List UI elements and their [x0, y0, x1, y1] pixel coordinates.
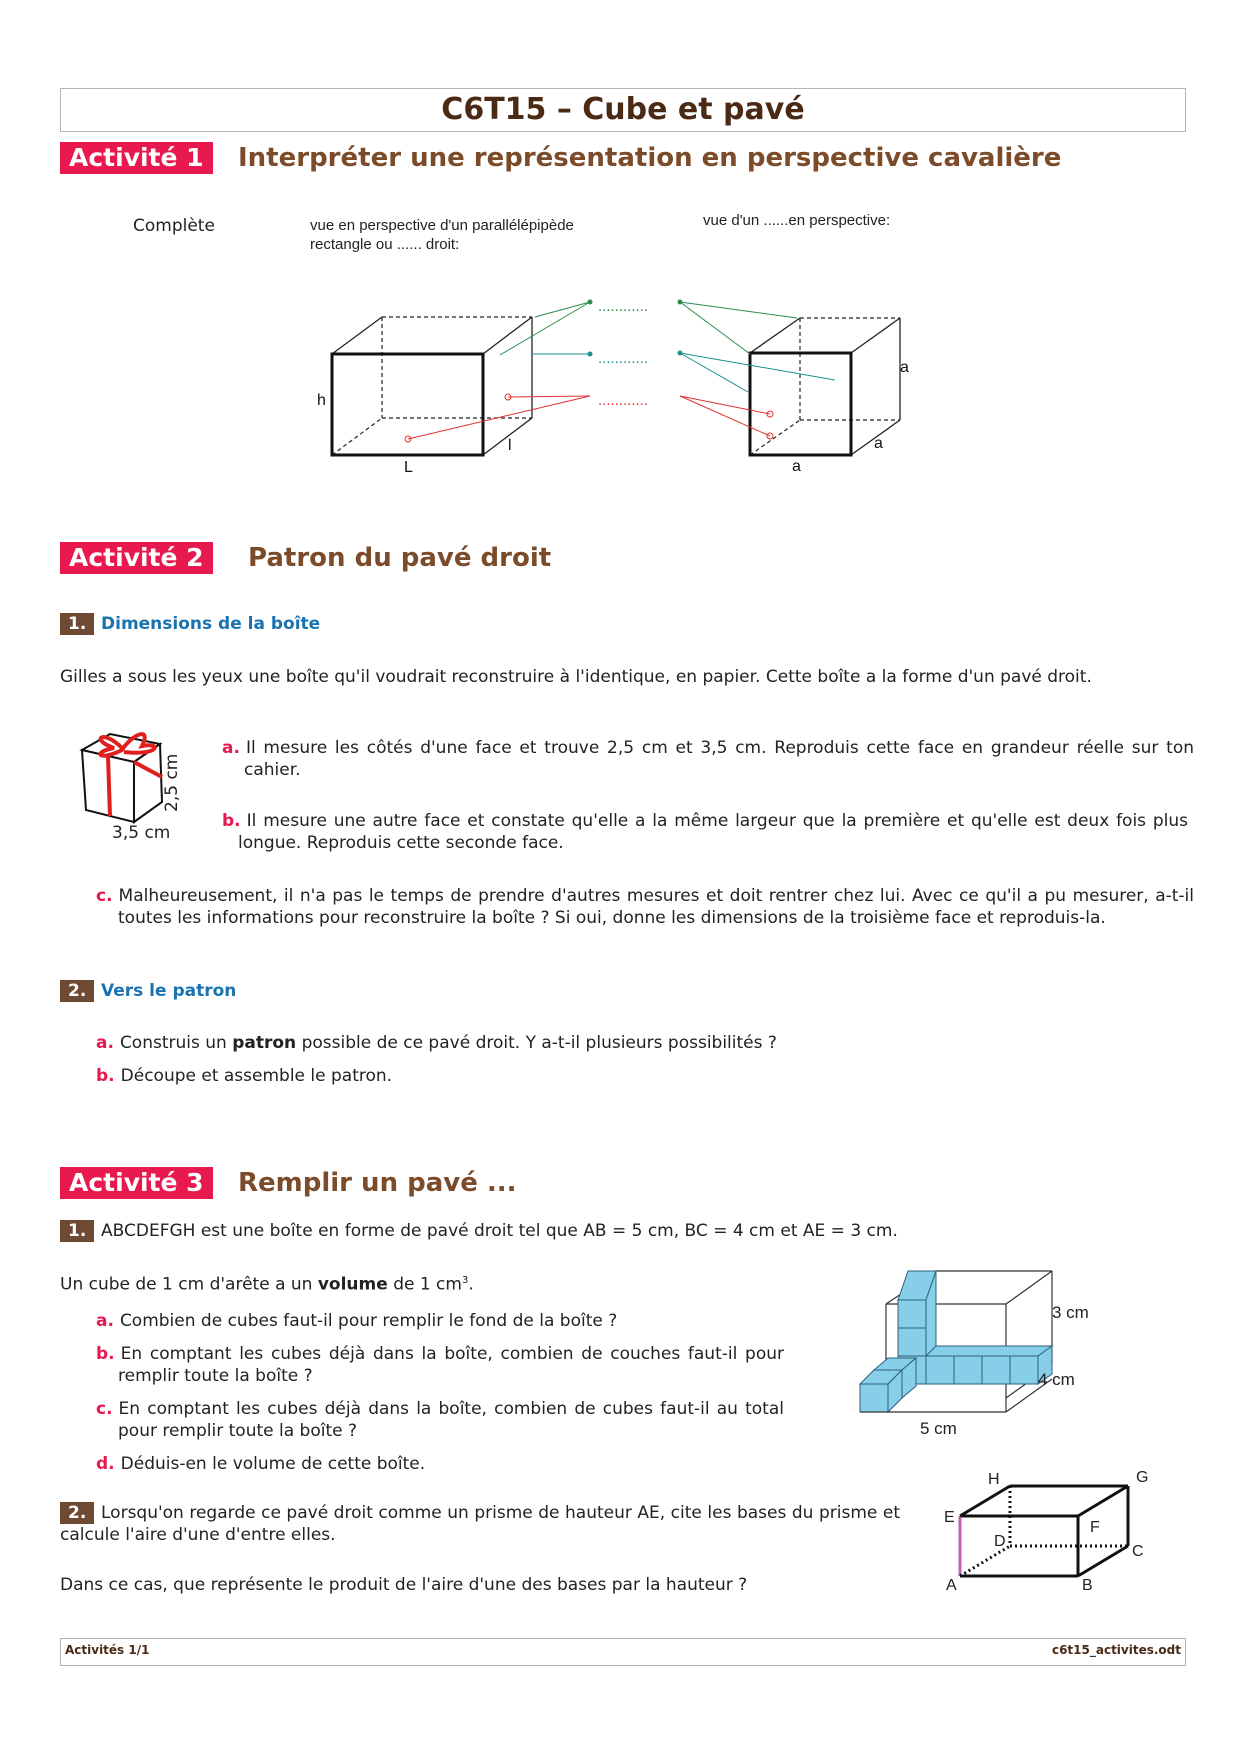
- a3-qd-text: Déduis-en le volume de cette boîte.: [120, 1454, 426, 1474]
- activite2-title: Patron du pavé droit: [248, 543, 552, 573]
- blank-red: ............: [598, 392, 649, 409]
- vertex-B: B: [1082, 1577, 1093, 1594]
- cube-volume-line: [60, 1270, 474, 1296]
- vertex-A: A: [946, 1577, 957, 1594]
- vertex-H: H: [988, 1471, 1000, 1488]
- cube-sup: 3: [461, 1275, 469, 1286]
- activite2-part2-title: Vers le patron: [101, 981, 237, 1001]
- activite2-part1-num: 1.: [60, 613, 94, 635]
- cube-end: .: [468, 1274, 474, 1295]
- activite3-title: Remplir un pavé ...: [238, 1168, 517, 1198]
- activite3-part2-statement: Lorsqu'on regarde ce pavé droit comme un prisme de hauteur AE, cite les bases du prisme et calcule l'aire d'une d'entre elles.: [60, 1503, 900, 1545]
- vertex-G: G: [1136, 1470, 1149, 1486]
- cuboid-drawing: [332, 317, 532, 455]
- a3-qb-label: b.: [96, 1344, 115, 1364]
- activite2-part2-qb: [96, 1065, 392, 1087]
- activite2-part1-title: Dimensions de la boîte: [101, 614, 321, 634]
- p2-qa-post: possible de ce pavé droit. Y a-t-il plusieurs possibilités ?: [301, 1033, 777, 1053]
- qc-label: c.: [96, 886, 113, 906]
- label-a-depth: a: [874, 435, 883, 452]
- vertex-D: D: [994, 1533, 1006, 1550]
- activite3-tag: Activité 3: [60, 1167, 213, 1199]
- complete-label: Complète: [133, 216, 215, 236]
- cuboid-abcdefgh-figure: [940, 1470, 1170, 1600]
- p2-qa-bold: patron: [232, 1033, 297, 1053]
- activite2-qa: [222, 737, 1194, 781]
- activite2-intro: Gilles a sous les yeux une boîte qu'il voudrait reconstruire à l'identique, en papier. Cette boîte a la forme d'un pavé droit.: [60, 667, 1092, 687]
- activite3-part2-question: Dans ce cas, que représente le produit de l'aire d'une des bases par la hauteur ?: [60, 1575, 748, 1595]
- qb-label: b.: [222, 811, 241, 831]
- activite3-part1-num: 1.: [60, 1220, 94, 1242]
- activite2-qc: [96, 885, 1194, 929]
- blank-green: ............: [598, 298, 649, 315]
- cube-pre: Un cube de 1 cm d'arête a un: [60, 1274, 313, 1295]
- activite1-title: Interpréter une représentation en perspective cavalière: [238, 143, 1062, 173]
- qa-label: a.: [222, 738, 240, 758]
- label-h: h: [317, 392, 326, 409]
- p2-qa-label: a.: [96, 1033, 114, 1053]
- activite3-qa: [96, 1310, 784, 1332]
- activite3-qc: [96, 1398, 784, 1442]
- cube-post: de 1 cm: [393, 1274, 462, 1295]
- a3-qc-label: c.: [96, 1399, 113, 1419]
- label-L: L: [404, 459, 413, 476]
- activite2-qb: [222, 810, 1188, 854]
- blank-teal: ............: [598, 350, 649, 367]
- footer-left: Activités 1/1: [65, 1643, 150, 1657]
- right-caption: vue d'un ......en perspective:: [703, 212, 891, 229]
- dim-width-label: 5 cm: [920, 1419, 957, 1438]
- cube-bold: volume: [317, 1274, 388, 1295]
- qb-text: Il mesure une autre face et constate qu'elle a la même largeur que la première et qu'elle est deux fois plus longue. Reproduis cette seconde face.: [238, 811, 1188, 853]
- activite3-part2-num: 2.: [60, 1502, 94, 1524]
- teal-arrows: [533, 351, 835, 392]
- label-l: l: [508, 437, 512, 454]
- dim-height-label: 3 cm: [1052, 1303, 1089, 1322]
- vertex-E: E: [944, 1509, 955, 1526]
- gift-dim-height: 2,5 cm: [162, 753, 182, 812]
- page-title: C6T15 – Cube et pavé: [60, 88, 1186, 132]
- a3-qa-text: Combien de cubes faut-il pour remplir le fond de la boîte ?: [119, 1311, 618, 1331]
- left-caption-line2: rectangle ou ...... droit:: [310, 236, 460, 253]
- p2-qb-label: b.: [96, 1066, 115, 1086]
- vertex-C: C: [1132, 1543, 1144, 1560]
- qa-text: Il mesure les côtés d'une face et trouve 2,5 cm et 3,5 cm. Reproduis cette face en grandeur réelle sur ton cahier.: [244, 738, 1194, 780]
- gift-icon: [82, 734, 162, 822]
- perspective-figure: [0, 0, 1240, 520]
- activite3-qd: [96, 1453, 425, 1475]
- vertex-F: F: [1090, 1519, 1100, 1536]
- gift-dim-width: 3,5 cm: [112, 823, 171, 843]
- p2-qb-text: Découpe et assemble le patron.: [120, 1066, 393, 1086]
- cubes-box-figure: [856, 1268, 1156, 1438]
- p2-qa-pre: Construis un: [119, 1033, 227, 1053]
- green-arrows: [500, 300, 797, 355]
- label-a-height: a: [900, 359, 909, 376]
- a3-qa-label: a.: [96, 1311, 114, 1331]
- activite3-statement: ABCDEFGH est une boîte en forme de pavé droit tel que AB = 5 cm, BC = 4 cm et AE = 3 cm.: [101, 1221, 898, 1241]
- activite2-tag: Activité 2: [60, 542, 213, 574]
- activite3-qb: [96, 1343, 784, 1387]
- a3-qc-text: En comptant les cubes déjà dans la boîte, combien de cubes faut-il au total pour remplir toute la boîte ?: [118, 1399, 784, 1441]
- qc-text: Malheureusement, il n'a pas le temps de prendre d'autres mesures et doit rentrer chez lui. Avec ce qu'il a pu mesurer, a-t-il toutes les informations pour reconstruire la boîte ? Si oui, donne les dimensions de la troisième face et reproduis-la.: [118, 886, 1194, 928]
- a3-qb-text: En comptant les cubes déjà dans la boîte, combien de couches faut-il pour remplir toute la boîte ?: [118, 1344, 784, 1386]
- dim-depth-label: 4 cm: [1038, 1370, 1075, 1389]
- a3-qd-label: d.: [96, 1454, 115, 1474]
- footer-right: c6t15_activites.odt: [1051, 1643, 1181, 1657]
- footer: [60, 1638, 1186, 1666]
- activite1-tag: Activité 1: [60, 142, 213, 174]
- label-a-width: a: [792, 458, 801, 475]
- left-caption-line1: vue en perspective d'un parallélépipède: [310, 217, 574, 234]
- activite2-part2-qa: [96, 1032, 777, 1054]
- activite2-part2-num: 2.: [60, 980, 94, 1002]
